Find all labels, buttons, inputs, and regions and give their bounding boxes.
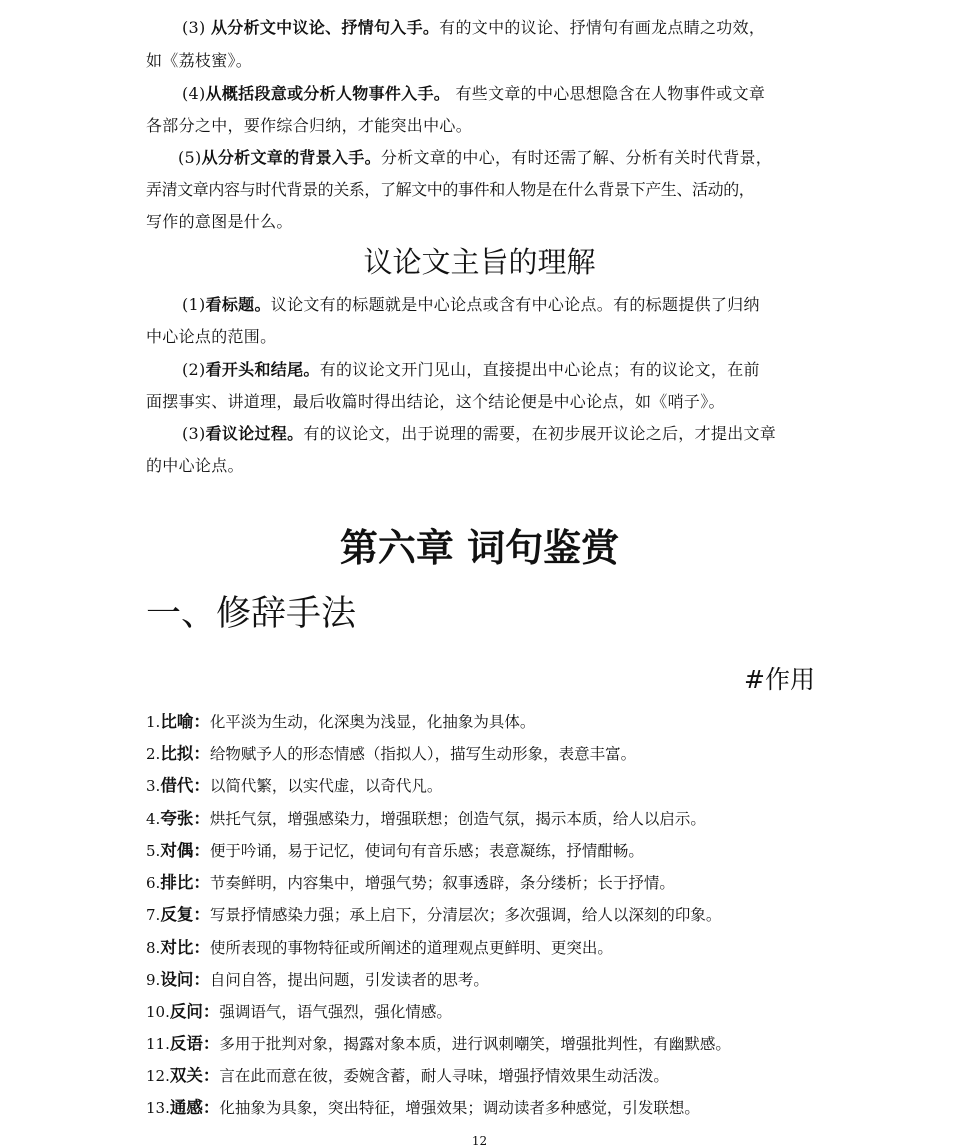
argument-point-3-title: 看议论过程。: [205, 424, 304, 443]
section-title: 一、修辞手法: [146, 594, 357, 634]
rhetoric-item: 10.反问：强调语气，语气强烈，强化情感。: [146, 1002, 452, 1021]
argument-point-2-title: 看开头和结尾。: [205, 360, 320, 379]
rhetoric-item: 5.对偶：便于吟诵，易于记忆，使词句有音乐感；表意凝练，抒情酣畅。: [146, 841, 644, 860]
theme-point-3-title: 从分析文中议论、抒情句入手。: [210, 18, 440, 37]
theme-point-4: (4)从概括段意或分析人物事件入手。 有些文章的中心思想隐含在人物事件或文章: [182, 84, 766, 103]
paragraph-line: 写作的意图是什么。: [146, 212, 293, 231]
rhetoric-item: 2.比拟：给物赋予人的形态情感（指拟人），描写生动形象，表意丰富。: [146, 744, 637, 763]
paragraph-line: 如《荔枝蜜》。: [146, 51, 253, 70]
paragraph-line: 面摆事实、讲道理，最后收篇时得出结论，这个结论便是中心论点，如《哨子》。: [146, 392, 725, 411]
hashtag-label: #作用: [744, 665, 815, 694]
theme-point-5: (5)从分析文章的背景入手。分析文章的中心，有时还需了解、分析有关时代背景，: [178, 148, 773, 167]
rhetoric-item: 7.反复：写景抒情感染力强；承上启下，分清层次；多次强调，给人以深刻的印象。: [146, 905, 722, 924]
rhetoric-item: 11.反语：多用于批判对象，揭露对象本质，进行讽刺嘲笑，增强批判性，有幽默感。: [146, 1034, 731, 1053]
theme-point-4-title: 从概括段意或分析人物事件入手。: [205, 84, 451, 103]
rhetoric-item: 12.双关：言在此而意在彼，委婉含蓄，耐人寻味，增强抒情效果生动活泼。: [146, 1066, 669, 1085]
argument-point-1: (1)看标题。议论文有的标题就是中心论点或含有中心论点。有的标题提供了归纳: [182, 295, 760, 314]
argument-point-1-title: 看标题。: [205, 295, 271, 314]
paragraph-line: 各部分之中，要作综合归纳，才能突出中心。: [146, 116, 473, 135]
theme-point-3: (3) 从分析文中议论、抒情句入手。有的文中的议论、抒情句有画龙点睛之功效，: [182, 18, 766, 37]
rhetoric-item: 9.设问：自问自答，提出问题，引发读者的思考。: [146, 970, 489, 989]
rhetoric-item: 1.比喻：化平淡为生动，化深奥为浅显，化抽象为具体。: [146, 712, 536, 731]
rhetoric-item: 6.排比：节奏鲜明，内容集中，增强气势；叙事透辟，条分缕析；长于抒情。: [146, 873, 675, 892]
paragraph-line: 中心论点的范围。: [146, 327, 277, 346]
chapter-title: 第六章 词句鉴赏: [339, 526, 620, 570]
paragraph-line: 弄清文章内容与时代背景的关系，了解文中的事件和人物是在什么背景下产生、活动的，: [146, 180, 755, 199]
argument-point-2: (2)看开头和结尾。有的议论文开门见山，直接提出中心论点；有的议论文，在前: [182, 360, 760, 379]
rhetoric-item: 8.对比：使所表现的事物特征或所阐述的道理观点更鲜明、更突出。: [146, 938, 613, 957]
rhetoric-item: 13.通感：化抽象为具象，突出特征，增强效果；调动读者多种感觉，引发联想。: [146, 1098, 700, 1117]
rhetoric-item: 4.夸张：烘托气氛，增强感染力，增强联想；创造气氛，揭示本质，给人以启示。: [146, 809, 706, 828]
argument-point-3: (3)看议论过程。有的议论文，出于说理的需要，在初步展开议论之后，才提出文章: [182, 424, 777, 443]
theme-point-5-title: 从分析文章的背景入手。: [201, 148, 381, 167]
rhetoric-item: 3.借代：以简代繁，以实代虚，以奇代凡。: [146, 776, 443, 795]
argument-section-heading: 议论文主旨的理解: [363, 245, 596, 279]
paragraph-line: 的中心论点。: [146, 456, 244, 475]
page-number: 12: [471, 1134, 488, 1148]
